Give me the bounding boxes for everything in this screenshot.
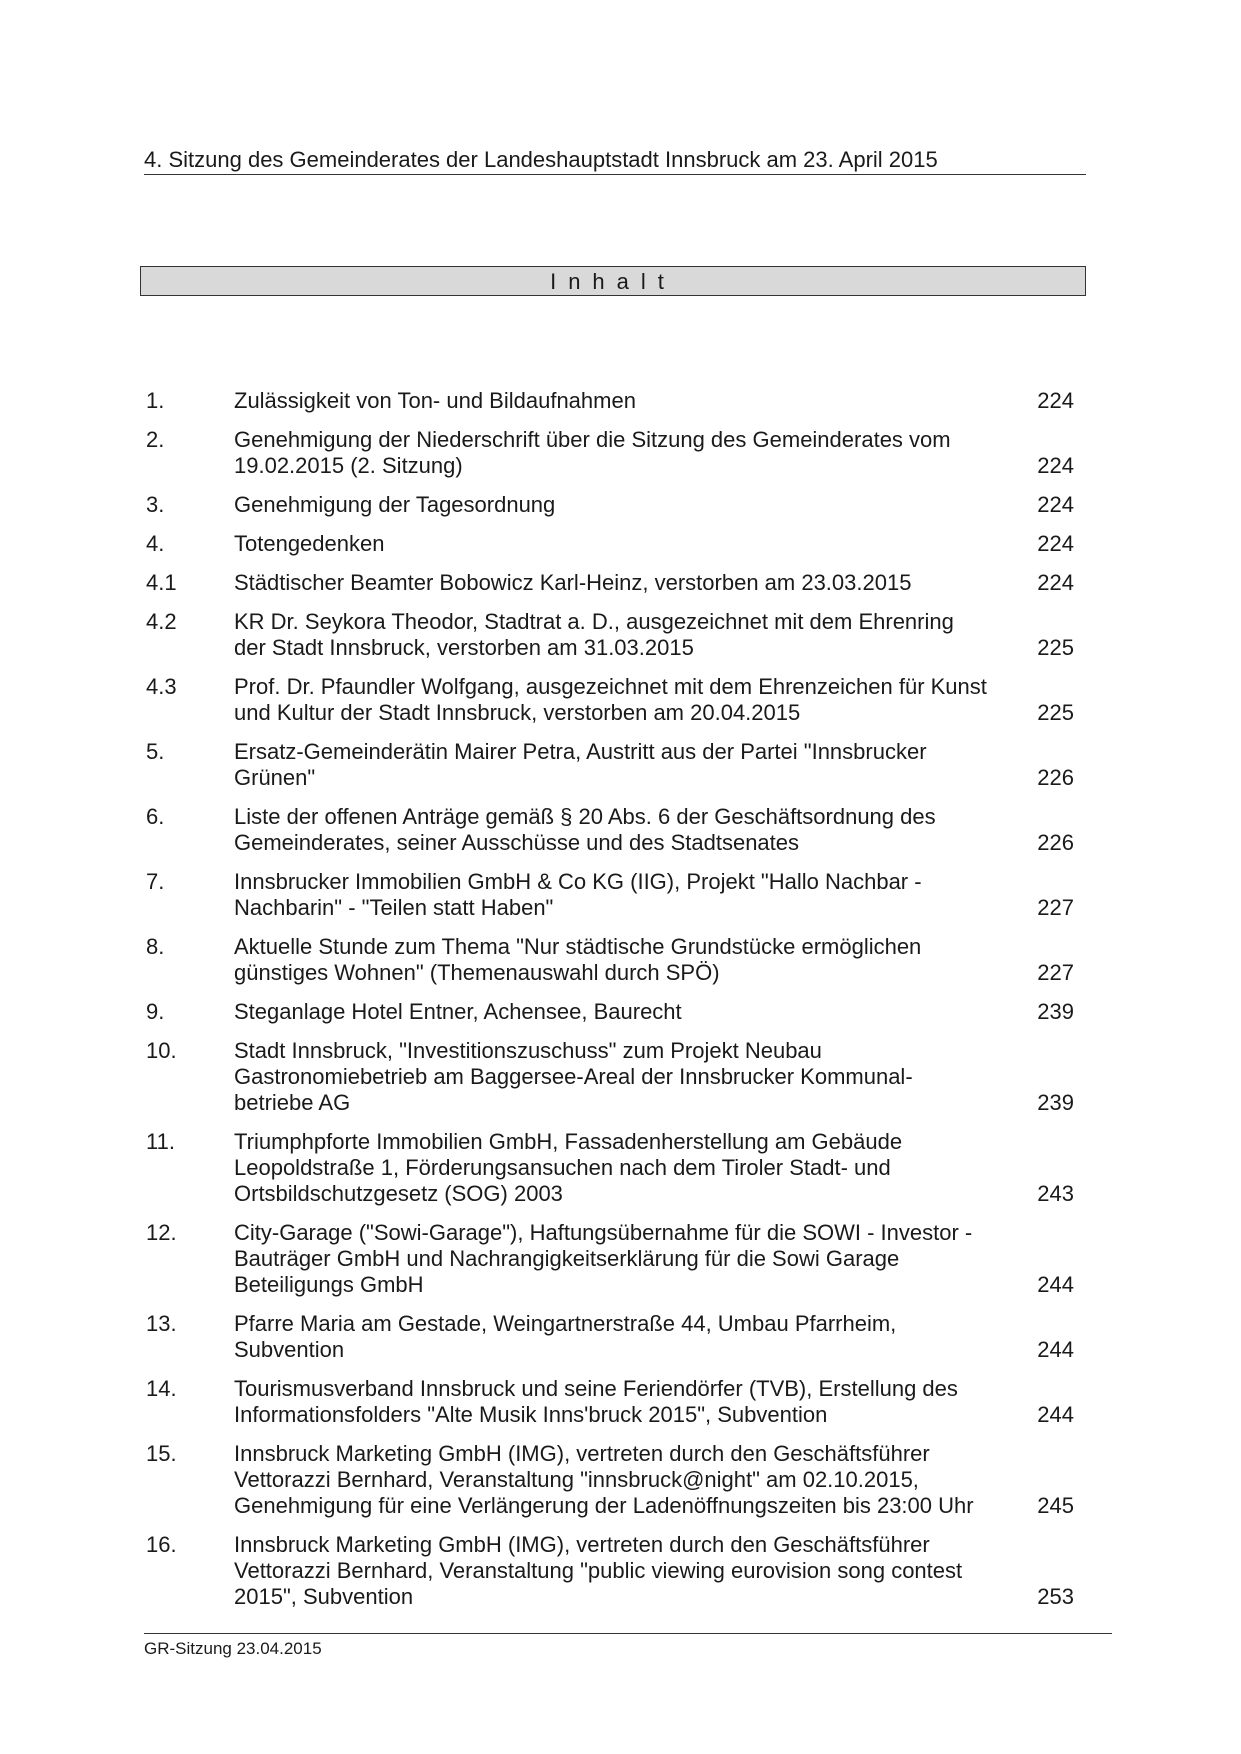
toc-entry-title-line: der Stadt Innsbruck, verstorben am 31.03.2015 — [234, 635, 694, 660]
toc-entry-title-line: KR Dr. Seykora Theodor, Stadtrat a. D., ausgezeichnet mit dem Ehrenring — [234, 609, 954, 634]
toc-entry-page: 245 — [1037, 1493, 1074, 1518]
toc-entry-number: 12. — [146, 1220, 177, 1245]
toc-entry-title-line: Genehmigung der Niederschrift über die Sitzung des Gemeinderates vom — [234, 427, 951, 452]
toc-entry-page: 239 — [1037, 1090, 1074, 1115]
footer-text: GR-Sitzung 23.04.2015 — [144, 1639, 322, 1658]
toc-entry-page: 224 — [1037, 453, 1074, 478]
toc-entry-title-line: Innsbruck Marketing GmbH (IMG), vertreten durch den Geschäftsführer — [234, 1441, 930, 1466]
toc-entry-number: 13. — [146, 1311, 177, 1336]
toc-entry-title-line: Prof. Dr. Pfaundler Wolfgang, ausgezeichnet mit dem Ehrenzeichen für Kunst — [234, 674, 987, 699]
toc-entry-number: 11. — [146, 1129, 175, 1154]
toc-entry-number: 10. — [146, 1038, 177, 1063]
toc-entry-title-line: Innsbruck Marketing GmbH (IMG), vertreten durch den Geschäftsführer — [234, 1532, 930, 1557]
toc-entry-page: 227 — [1037, 895, 1074, 920]
toc-entry-title-line: Stadt Innsbruck, "Investitionszuschuss" zum Projekt Neubau — [234, 1038, 822, 1063]
toc-entry-title-line: Subvention — [234, 1337, 345, 1362]
toc-entry-title-line: Genehmigung für eine Verlängerung der Ladenöffnungszeiten bis 23:00 Uhr — [234, 1493, 974, 1518]
toc-entry-page: 226 — [1037, 765, 1074, 790]
toc-entry-number: 6. — [146, 804, 165, 829]
toc-entry-number: 4.3 — [146, 674, 177, 699]
toc-entry-page: 226 — [1037, 830, 1074, 855]
toc-entry-title-line: betriebe AG — [234, 1090, 351, 1115]
toc-entry-number: 1. — [146, 388, 165, 413]
toc-entry-title-line: Nachbarin" - "Teilen statt Haben" — [234, 895, 554, 920]
toc-entry-page: 224 — [1037, 388, 1074, 413]
toc-entry-number: 4.2 — [146, 609, 177, 634]
toc-entry-page: 244 — [1037, 1402, 1074, 1427]
toc-entry-page: 244 — [1037, 1337, 1074, 1362]
toc-entry-title-line: 2015", Subvention — [234, 1584, 414, 1609]
toc-entry-title-line: Beteiligungs GmbH — [234, 1272, 424, 1297]
toc-entry-title-line: Genehmigung der Tagesordnung — [234, 492, 556, 517]
toc-entry-number: 14. — [146, 1376, 177, 1401]
toc-entry-title-line: Steganlage Hotel Entner, Achensee, Baurecht — [234, 999, 682, 1024]
toc-entry-title-line: 19.02.2015 (2. Sitzung) — [234, 453, 463, 478]
toc-entry-title-line: Leopoldstraße 1, Förderungsansuchen nach dem Tiroler Stadt- und — [234, 1155, 891, 1180]
toc-entry-number: 9. — [146, 999, 165, 1024]
toc-entry-number: 15. — [146, 1441, 177, 1466]
toc-entry-title-line: Aktuelle Stunde zum Thema "Nur städtische Grundstücke ermöglichen — [234, 934, 922, 959]
toc-entry-number: 16. — [146, 1532, 177, 1557]
toc-entry-number: 4. — [146, 531, 165, 556]
toc-entry-number: 5. — [146, 739, 165, 764]
toc-entry-number: 2. — [146, 427, 165, 452]
toc-entry-title-line: Bauträger GmbH und Nachrangigkeitserklärung für die Sowi Garage — [234, 1246, 900, 1271]
toc-entry-number: 7. — [146, 869, 165, 894]
toc-entry-title-line: Städtischer Beamter Bobowicz Karl-Heinz, verstorben am 23.03.2015 — [234, 570, 912, 595]
toc-entry-page: 224 — [1037, 531, 1074, 556]
toc-entry-title-line: Tourismusverband Innsbruck und seine Feriendörfer (TVB), Erstellung des — [234, 1376, 958, 1401]
toc-entry-title-line: Zulässigkeit von Ton- und Bildaufnahmen — [234, 388, 636, 413]
toc-entry-title-line: Pfarre Maria am Gestade, Weingartnerstraße 44, Umbau Pfarrheim, — [234, 1311, 897, 1336]
toc-entry-page: 225 — [1037, 700, 1074, 725]
toc-entry-page: 239 — [1037, 999, 1074, 1024]
toc-entry-title-line: Vettorazzi Bernhard, Veranstaltung "public viewing eurovision song contest — [234, 1558, 963, 1583]
toc-entry-page: 244 — [1037, 1272, 1074, 1297]
header-title: 4. Sitzung des Gemeinderates der Landeshauptstadt Innsbruck am 23. April 2015 — [144, 147, 938, 172]
toc-entry-title-line: Ortsbildschutzgesetz (SOG) 2003 — [234, 1181, 563, 1206]
toc-entry-page: 227 — [1037, 960, 1074, 985]
toc-entry-title-line: günstiges Wohnen" (Themenauswahl durch SPÖ) — [234, 960, 720, 985]
page-footer — [144, 1633, 1112, 1660]
toc-entry-page: 224 — [1037, 492, 1074, 517]
toc-entry-title-line: Gemeinderates, seiner Ausschüsse und des Stadtsenates — [234, 830, 800, 855]
inhalt-heading: Inhalt — [550, 269, 676, 294]
toc-entry-title-line: Ersatz-Gemeinderätin Mairer Petra, Austritt aus der Partei "Innsbrucker — [234, 739, 927, 764]
document-header — [144, 148, 1086, 175]
toc-entry-page: 224 — [1037, 570, 1074, 595]
toc-entry-title-line: Totengedenken — [234, 531, 385, 556]
inhalt-heading-box — [140, 266, 1086, 296]
toc-entry-title-line: Vettorazzi Bernhard, Veranstaltung "innsbruck@night" am 02.10.2015, — [234, 1467, 919, 1492]
toc-entry-number: 4.1 — [146, 570, 177, 595]
toc-entry-page: 253 — [1037, 1584, 1074, 1609]
toc-entry-title-line: Liste der offenen Anträge gemäß § 20 Abs. 6 der Geschäftsordnung des — [234, 804, 936, 829]
toc-entry-title-line: Gastronomiebetrieb am Baggersee-Areal der Innsbrucker Kommunal- — [234, 1064, 913, 1089]
toc-entry-title-line: Informationsfolders "Alte Musik Inns'bruck 2015", Subvention — [234, 1402, 828, 1427]
toc-entry-title-line: Triumphpforte Immobilien GmbH, Fassadenherstellung am Gebäude — [234, 1129, 903, 1154]
toc-entry-title-line: City-Garage ("Sowi-Garage"), Haftungsübernahme für die SOWI - Investor - — [234, 1220, 973, 1245]
toc-entry-title-line: und Kultur der Stadt Innsbruck, verstorben am 20.04.2015 — [234, 700, 801, 725]
toc-entry-page: 225 — [1037, 635, 1074, 660]
toc-entry-number: 3. — [146, 492, 165, 517]
toc-entry-title-line: Grünen" — [234, 765, 316, 790]
toc-entry-title-line: Innsbrucker Immobilien GmbH & Co KG (IIG), Projekt "Hallo Nachbar - — [234, 869, 922, 894]
toc-entry-page: 243 — [1037, 1181, 1074, 1206]
toc-entry-number: 8. — [146, 934, 165, 959]
